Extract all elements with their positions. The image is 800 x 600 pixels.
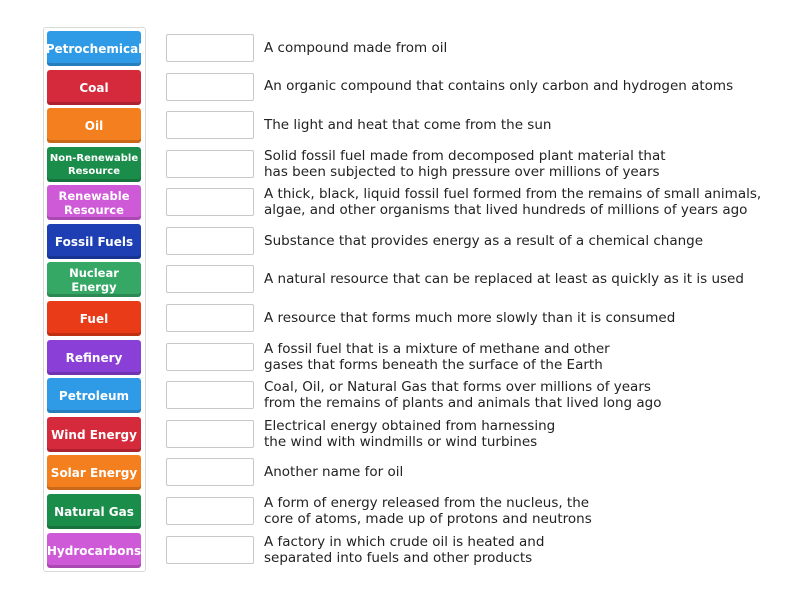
description-text: Solid fossil fuel made from decomposed plant material that has been subjected to high pressure over millions of years: [264, 148, 666, 180]
tile-hydrocarbons[interactable]: Hydrocarbons: [47, 533, 141, 568]
tile-nuclear-energy[interactable]: Nuclear Energy: [47, 262, 141, 297]
tile-refinery[interactable]: Refinery: [47, 340, 141, 375]
description-text: Another name for oil: [264, 464, 404, 480]
description-text: An organic compound that contains only carbon and hydrogen atoms: [264, 78, 734, 94]
description-text: A compound made from oil: [264, 40, 448, 56]
drop-target[interactable]: [166, 111, 254, 139]
drop-target[interactable]: [166, 343, 254, 371]
tile-solar-energy[interactable]: Solar Energy: [47, 455, 141, 490]
description-text: A resource that forms much more slowly than it is consumed: [264, 310, 676, 326]
drop-target[interactable]: [166, 73, 254, 101]
drop-target[interactable]: [166, 497, 254, 525]
tile-oil[interactable]: Oil: [47, 108, 141, 143]
drop-target[interactable]: [166, 458, 254, 486]
tile-natural-gas[interactable]: Natural Gas: [47, 494, 141, 529]
drop-target[interactable]: [166, 188, 254, 216]
tile-fossil-fuels[interactable]: Fossil Fuels: [47, 224, 141, 259]
description-text: Coal, Oil, or Natural Gas that forms over millions of years from the remains of plants and animals that lived long ago: [264, 379, 662, 411]
drop-target[interactable]: [166, 536, 254, 564]
drop-target[interactable]: [166, 227, 254, 255]
tile-fuel[interactable]: Fuel: [47, 301, 141, 336]
tile-petroleum[interactable]: Petroleum: [47, 378, 141, 413]
drop-target[interactable]: [166, 150, 254, 178]
description-text: A fossil fuel that is a mixture of methane and other gases that forms beneath the surface of the Earth: [264, 341, 610, 373]
drop-target[interactable]: [166, 265, 254, 293]
description-text: Substance that provides energy as a result of a chemical change: [264, 233, 704, 249]
drop-target[interactable]: [166, 304, 254, 332]
description-text: A form of energy released from the nucleus, the core of atoms, made up of protons and neutrons: [264, 495, 592, 527]
drop-target[interactable]: [166, 381, 254, 409]
tile-renewable-resource[interactable]: Renewable Resource: [47, 185, 141, 220]
tile-coal[interactable]: Coal: [47, 70, 141, 105]
tile-non-renewable-resource[interactable]: Non-Renewable Resource: [47, 147, 141, 182]
description-text: The light and heat that come from the sun: [264, 117, 552, 133]
description-text: A factory in which crude oil is heated and separated into fuels and other products: [264, 534, 545, 566]
tile-wind-energy[interactable]: Wind Energy: [47, 417, 141, 452]
tile-petrochemical[interactable]: Petrochemical: [47, 31, 141, 66]
description-text: A thick, black, liquid fossil fuel formed from the remains of small animals, algae, and other organisms that lived hundreds of millions of years ago: [264, 186, 762, 218]
drop-target[interactable]: [166, 34, 254, 62]
drop-target[interactable]: [166, 420, 254, 448]
description-text: A natural resource that can be replaced at least as quickly as it is used: [264, 271, 744, 287]
description-text: Electrical energy obtained from harnessing the wind with windmills or wind turbines: [264, 418, 556, 450]
